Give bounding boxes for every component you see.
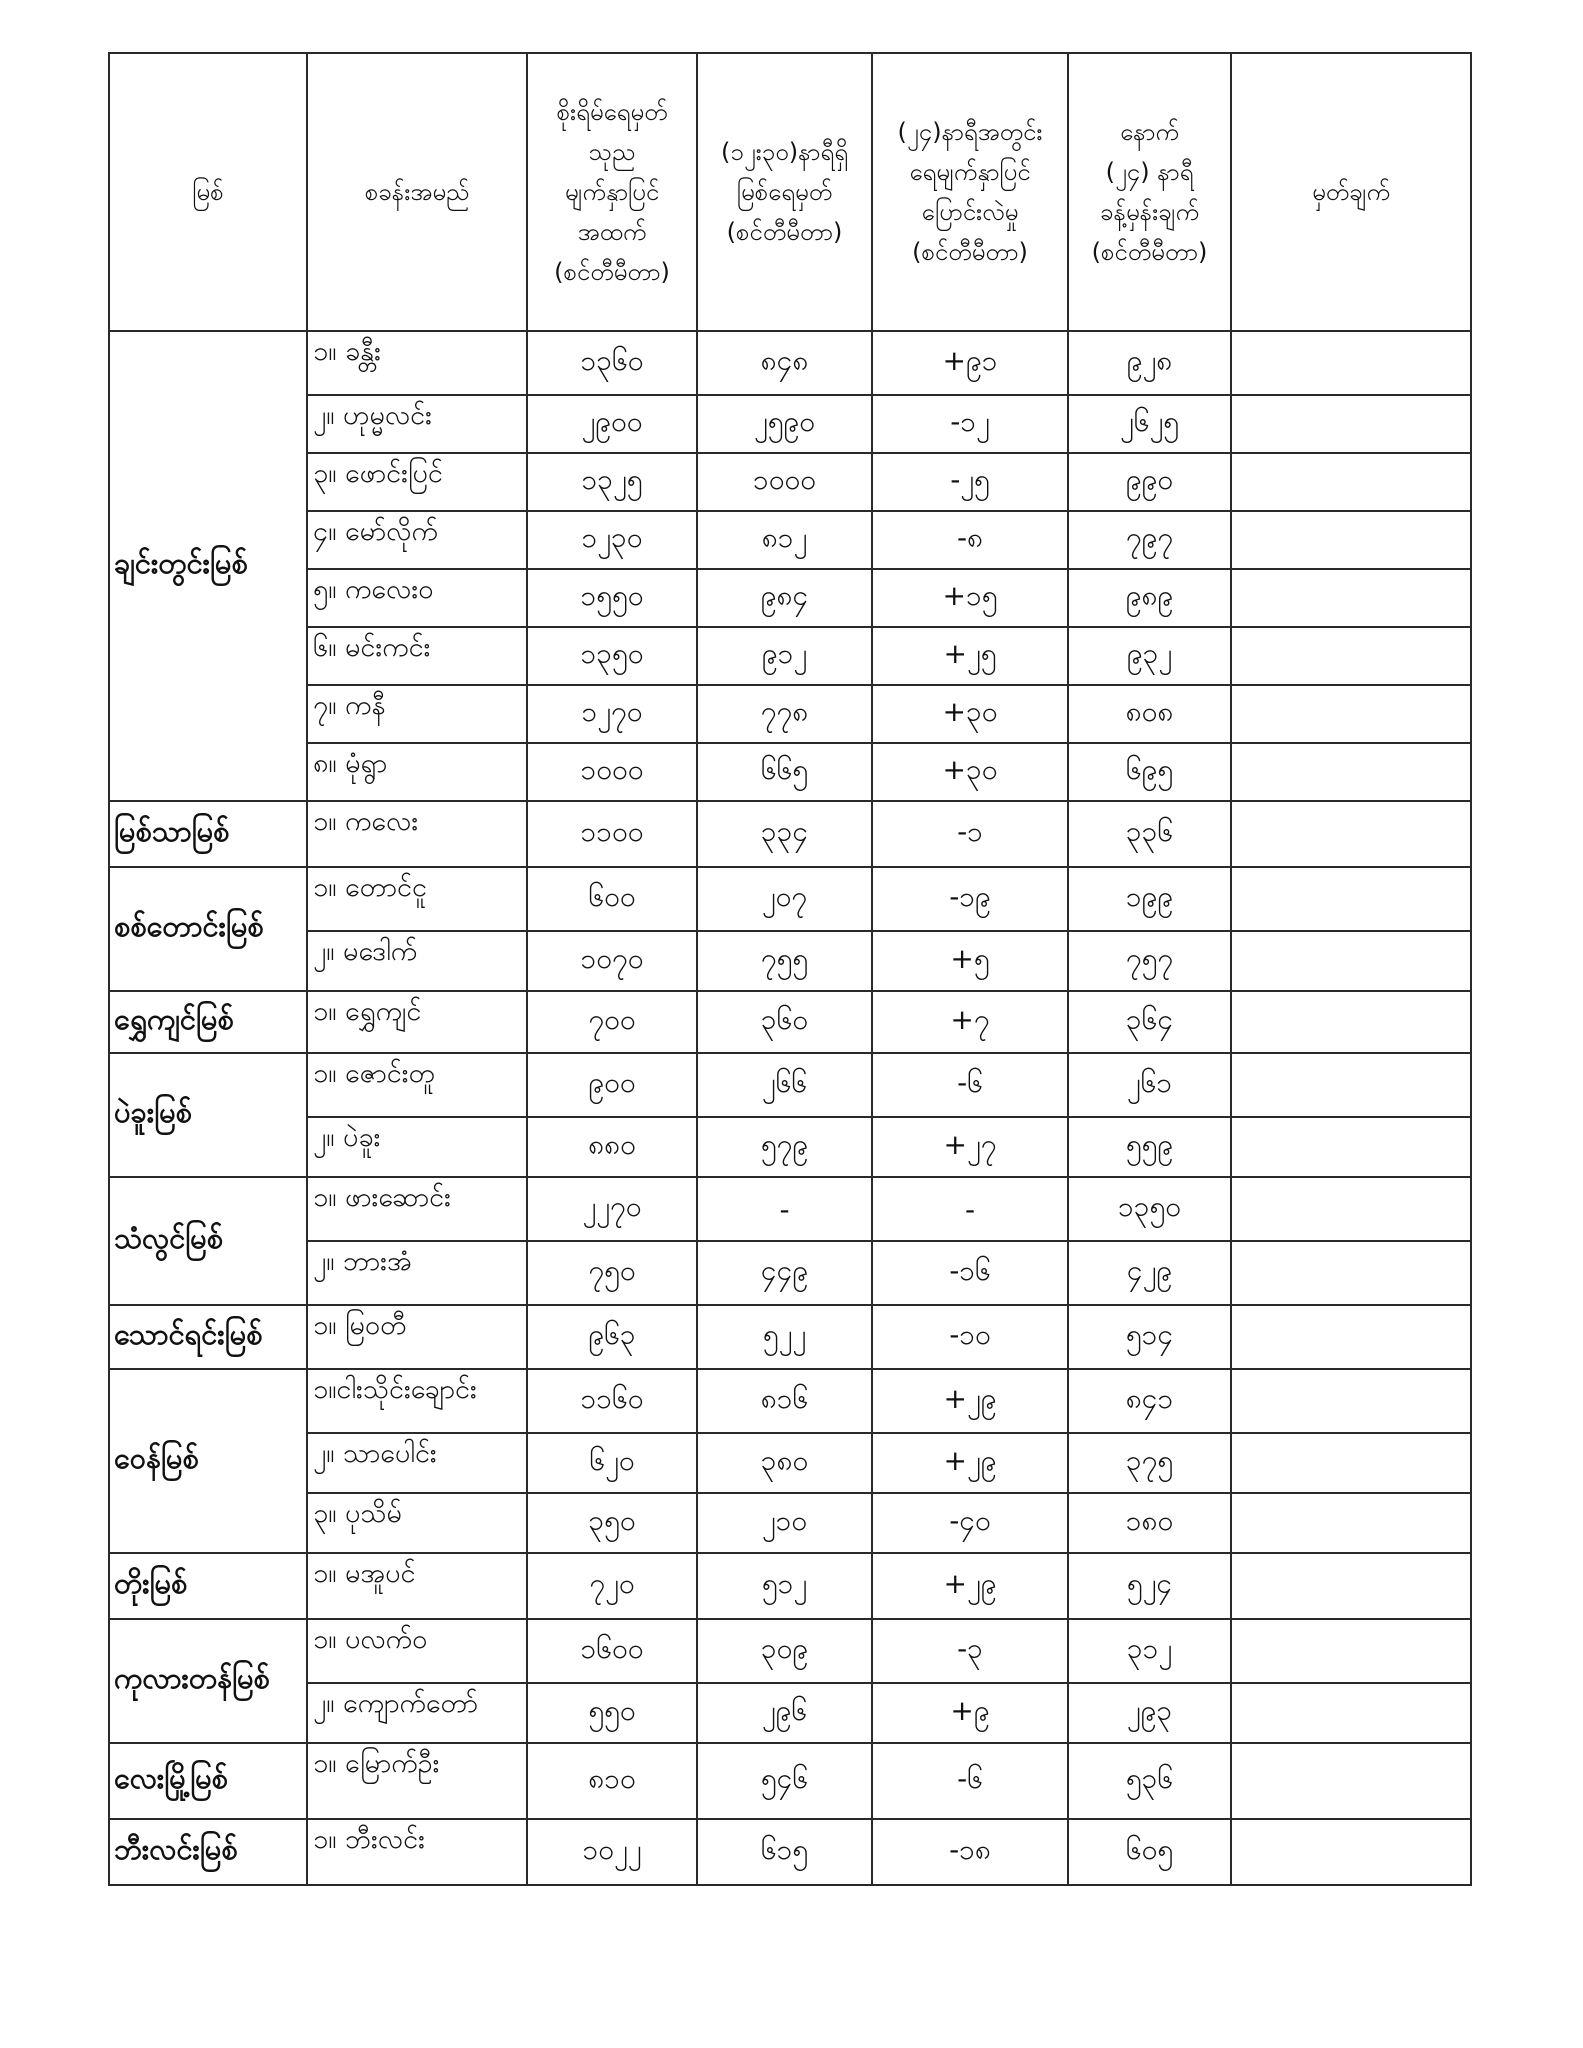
station-name-cell: ၅။ ကလေးဝ (307, 569, 527, 627)
station-name-cell: ၂။ ပဲခူး (307, 1117, 527, 1177)
table-row (109, 569, 1471, 627)
remarks-cell (1231, 1433, 1471, 1493)
river-name-cell: ပဲခူးမြစ် (109, 1053, 307, 1177)
danger-level-cell: ၁၀၇၀ (527, 931, 697, 991)
change-cell: -၁၉ (872, 867, 1068, 931)
table-row (109, 867, 1471, 931)
current-level-cell: ၉၈၄ (697, 569, 872, 627)
station-name-cell: ၇။ ကနီ (307, 685, 527, 743)
change-cell: -၁၆ (872, 1241, 1068, 1305)
table-row (109, 1177, 1471, 1241)
forecast-cell: ၃၆၄ (1068, 991, 1231, 1053)
danger-level-cell: ၁၃၂၅ (527, 453, 697, 511)
change-cell: +၂၉ (872, 1433, 1068, 1493)
danger-level-cell: ၁၀၂၂ (527, 1819, 697, 1885)
station-name-cell: ၁။ ဖားဆောင်း (307, 1177, 527, 1241)
station-name-cell: ၆။ မင်းကင်း (307, 627, 527, 685)
danger-level-cell: ၅၅၀ (527, 1683, 697, 1743)
current-level-cell: ၃၀၉ (697, 1619, 872, 1683)
remarks-cell (1231, 1241, 1471, 1305)
river-name-cell: စစ်တောင်းမြစ် (109, 867, 307, 991)
table-row (109, 627, 1471, 685)
header-24h-change: (၂၄)နာရီအတွင်း ရေမျက်နှာပြင် ပြောင်းလဲမှု (စင်တီမီတာ) (872, 53, 1068, 331)
station-name-cell: ၂။ ဘားအံ (307, 1241, 527, 1305)
danger-level-cell: ၁၅၅၀ (527, 569, 697, 627)
river-name-cell: ရွှေကျင်မြစ် (109, 991, 307, 1053)
current-level-cell: ၂၁၀ (697, 1493, 872, 1553)
station-name-cell: ၁။ ဇောင်းတူ (307, 1053, 527, 1117)
table-row (109, 1241, 1471, 1305)
forecast-cell: ၂၆၁ (1068, 1053, 1231, 1117)
danger-level-cell: ၇၅၀ (527, 1241, 697, 1305)
current-level-cell: ၂၆၆ (697, 1053, 872, 1117)
station-name-cell: ၁။ ကလေး (307, 801, 527, 867)
current-level-cell: ၃၈၀ (697, 1433, 872, 1493)
forecast-cell: ၆၉၅ (1068, 743, 1231, 801)
change-cell: - (872, 1177, 1068, 1241)
table-row (109, 1819, 1471, 1885)
danger-level-cell: ၁၃၆၀ (527, 331, 697, 395)
station-name-cell: ၁။ မအူပင် (307, 1553, 527, 1619)
forecast-cell: ၈၀၈ (1068, 685, 1231, 743)
table-row (109, 1553, 1471, 1619)
table-row (109, 1117, 1471, 1177)
remarks-cell (1231, 1305, 1471, 1369)
current-level-cell: ၇၅၅ (697, 931, 872, 991)
danger-level-cell: ၈၁၀ (527, 1743, 697, 1819)
station-name-cell: ၁။ ဘီးလင်း (307, 1819, 527, 1885)
current-level-cell: ၈၄၈ (697, 331, 872, 395)
current-level-cell: ၅၄၆ (697, 1743, 872, 1819)
current-level-cell: ၈၁၂ (697, 511, 872, 569)
change-cell: +၂၉ (872, 1553, 1068, 1619)
change-cell: +၃၀ (872, 743, 1068, 801)
table-row (109, 1305, 1471, 1369)
current-level-cell: ၈၁၆ (697, 1369, 872, 1433)
change-cell: -၄၀ (872, 1493, 1068, 1553)
forecast-cell: ၅၅၉ (1068, 1117, 1231, 1177)
remarks-cell (1231, 1117, 1471, 1177)
danger-level-cell: ၁၁၀၀ (527, 801, 697, 867)
table-row (109, 331, 1471, 395)
remarks-cell (1231, 1619, 1471, 1683)
remarks-cell (1231, 1553, 1471, 1619)
remarks-cell (1231, 1683, 1471, 1743)
header-row (109, 53, 1471, 331)
danger-level-cell: ၇၀၀ (527, 991, 697, 1053)
table-row (109, 1493, 1471, 1553)
forecast-cell: ၉၃၂ (1068, 627, 1231, 685)
river-name-cell: ဝေန်မြစ် (109, 1369, 307, 1553)
station-name-cell: ၁။ ခန္တီး (307, 331, 527, 395)
change-cell: -၆ (872, 1053, 1068, 1117)
station-name-cell: ၁။ ပလက်ဝ (307, 1619, 527, 1683)
forecast-cell: ၁၉၉ (1068, 867, 1231, 931)
change-cell: +၇ (872, 991, 1068, 1053)
header-current-level: (၁၂း၃၀)နာရီရှိ မြစ်ရေမှတ် (စင်တီမီတာ) (697, 53, 872, 331)
current-level-cell: - (697, 1177, 872, 1241)
danger-level-cell: ၇၂၀ (527, 1553, 697, 1619)
change-cell: -၁၈ (872, 1819, 1068, 1885)
current-level-cell: ၅၇၉ (697, 1117, 872, 1177)
change-cell: -၁၂ (872, 395, 1068, 453)
change-cell: -၃ (872, 1619, 1068, 1683)
current-level-cell: ၂၉၆ (697, 1683, 872, 1743)
station-name-cell: ၂။ ကျောက်တော် (307, 1683, 527, 1743)
danger-level-cell: ၆၂၀ (527, 1433, 697, 1493)
remarks-cell (1231, 453, 1471, 511)
current-level-cell: ၄၄၉ (697, 1241, 872, 1305)
river-name-cell: မြစ်သာမြစ် (109, 801, 307, 867)
remarks-cell (1231, 1743, 1471, 1819)
current-level-cell: ၆၁၅ (697, 1819, 872, 1885)
remarks-cell (1231, 801, 1471, 867)
table-row (109, 1683, 1471, 1743)
danger-level-cell: ၃၅၀ (527, 1493, 697, 1553)
table-row (109, 931, 1471, 991)
change-cell: +၉ (872, 1683, 1068, 1743)
remarks-cell (1231, 991, 1471, 1053)
header-river: မြစ် (109, 53, 307, 331)
station-name-cell: ၁။ မြဝတီ (307, 1305, 527, 1369)
remarks-cell (1231, 627, 1471, 685)
danger-level-cell: ၂၂၇၀ (527, 1177, 697, 1241)
table-row (109, 1053, 1471, 1117)
change-cell: -၆ (872, 1743, 1068, 1819)
current-level-cell: ၃၆၀ (697, 991, 872, 1053)
river-name-cell: ကုလားတန်မြစ် (109, 1619, 307, 1743)
forecast-cell: ၉၂၈ (1068, 331, 1231, 395)
danger-level-cell: ၁၃၅၀ (527, 627, 697, 685)
river-name-cell: ဘီးလင်းမြစ် (109, 1819, 307, 1885)
current-level-cell: ၉၁၂ (697, 627, 872, 685)
station-name-cell: ၂။ ဟုမ္မလင်း (307, 395, 527, 453)
remarks-cell (1231, 1493, 1471, 1553)
table-row (109, 991, 1471, 1053)
station-name-cell: ၄။ မော်လိုက် (307, 511, 527, 569)
table-row (109, 685, 1471, 743)
change-cell: +၁၅ (872, 569, 1068, 627)
table-row (109, 395, 1471, 453)
forecast-cell: ၁၃၅၀ (1068, 1177, 1231, 1241)
station-name-cell: ၁။ ရွှေကျင် (307, 991, 527, 1053)
forecast-cell: ၅၃၆ (1068, 1743, 1231, 1819)
change-cell: +၂၉ (872, 1369, 1068, 1433)
forecast-cell: ၇၅၇ (1068, 931, 1231, 991)
header-remarks: မှတ်ချက် (1231, 53, 1471, 331)
remarks-cell (1231, 1053, 1471, 1117)
station-name-cell: ၁။ တောင်ငူ (307, 867, 527, 931)
remarks-cell (1231, 511, 1471, 569)
remarks-cell (1231, 1819, 1471, 1885)
change-cell: +၂၅ (872, 627, 1068, 685)
station-name-cell: ၂။ မဒေါက် (307, 931, 527, 991)
remarks-cell (1231, 867, 1471, 931)
station-name-cell: ၁။ မြောက်ဦး (307, 1743, 527, 1819)
header-forecast: နောက် (၂၄) နာရီ ခန့်မှန်းချက် (စင်တီမီတာ) (1068, 53, 1231, 331)
forecast-cell: ၃၁၂ (1068, 1619, 1231, 1683)
station-name-cell: ၈။ မုံရွာ (307, 743, 527, 801)
remarks-cell (1231, 395, 1471, 453)
header-danger-level: စိုးရိမ်ရေမှတ် သုည မျက်နှာပြင် အထက် (စင်တီမီတာ) (527, 53, 697, 331)
forecast-cell: ၉၉၀ (1068, 453, 1231, 511)
table-row (109, 1743, 1471, 1819)
current-level-cell: ၇၇၈ (697, 685, 872, 743)
change-cell: +၉၁ (872, 331, 1068, 395)
forecast-cell: ၅၂၄ (1068, 1553, 1231, 1619)
danger-level-cell: ၁၂၇၀ (527, 685, 697, 743)
forecast-cell: ၉၈၉ (1068, 569, 1231, 627)
danger-level-cell: ၁၁၆၀ (527, 1369, 697, 1433)
header-station: စခန်းအမည် (307, 53, 527, 331)
remarks-cell (1231, 331, 1471, 395)
current-level-cell: ၅၂၂ (697, 1305, 872, 1369)
danger-level-cell: ၁၀၀၀ (527, 743, 697, 801)
change-cell: -၁၀ (872, 1305, 1068, 1369)
change-cell: -၂၅ (872, 453, 1068, 511)
station-name-cell: ၃။ ဖောင်းပြင် (307, 453, 527, 511)
forecast-cell: ၄၂၉ (1068, 1241, 1231, 1305)
remarks-cell (1231, 1369, 1471, 1433)
river-name-cell: သံလွင်မြစ် (109, 1177, 307, 1305)
table-row (109, 743, 1471, 801)
forecast-cell: ၃၇၅ (1068, 1433, 1231, 1493)
remarks-cell (1231, 569, 1471, 627)
table-row (109, 1369, 1471, 1433)
danger-level-cell: ၂၉၀၀ (527, 395, 697, 453)
current-level-cell: ၅၁၂ (697, 1553, 872, 1619)
station-name-cell: ၂။ သာပေါင်း (307, 1433, 527, 1493)
change-cell: +၃၀ (872, 685, 1068, 743)
danger-level-cell: ၆၀၀ (527, 867, 697, 931)
station-name-cell: ၃။ ပုသိမ် (307, 1493, 527, 1553)
danger-level-cell: ၉၀၀ (527, 1053, 697, 1117)
river-water-level-table (108, 52, 1472, 1886)
table-row (109, 453, 1471, 511)
current-level-cell: ၁၀၀၀ (697, 453, 872, 511)
danger-level-cell: ၈၈၀ (527, 1117, 697, 1177)
change-cell: +၂၇ (872, 1117, 1068, 1177)
forecast-cell: ၂၉၃ (1068, 1683, 1231, 1743)
forecast-cell: ၆၀၅ (1068, 1819, 1231, 1885)
forecast-cell: ၁၈၀ (1068, 1493, 1231, 1553)
change-cell: +၅ (872, 931, 1068, 991)
table-row (109, 1433, 1471, 1493)
current-level-cell: ၃၃၄ (697, 801, 872, 867)
river-name-cell: သောင်ရင်းမြစ် (109, 1305, 307, 1369)
station-name-cell: ၁။ငါးသိုင်းချောင်း (307, 1369, 527, 1433)
current-level-cell: ၆၆၅ (697, 743, 872, 801)
forecast-cell: ၃၃၆ (1068, 801, 1231, 867)
forecast-cell: ၇၉၇ (1068, 511, 1231, 569)
table-row (109, 801, 1471, 867)
remarks-cell (1231, 743, 1471, 801)
danger-level-cell: ၁၂၃၀ (527, 511, 697, 569)
river-name-cell: ချင်းတွင်းမြစ် (109, 331, 307, 801)
change-cell: -၈ (872, 511, 1068, 569)
forecast-cell: ၂၆၂၅ (1068, 395, 1231, 453)
forecast-cell: ၈၄၁ (1068, 1369, 1231, 1433)
change-cell: -၁ (872, 801, 1068, 867)
danger-level-cell: ၁၆၀၀ (527, 1619, 697, 1683)
remarks-cell (1231, 1177, 1471, 1241)
remarks-cell (1231, 685, 1471, 743)
river-name-cell: တိုးမြစ် (109, 1553, 307, 1619)
remarks-cell (1231, 931, 1471, 991)
danger-level-cell: ၉၆၃ (527, 1305, 697, 1369)
table-row (109, 511, 1471, 569)
current-level-cell: ၂၀၇ (697, 867, 872, 931)
current-level-cell: ၂၅၉၀ (697, 395, 872, 453)
table-row (109, 1619, 1471, 1683)
river-name-cell: လေးမြို့မြစ် (109, 1743, 307, 1819)
forecast-cell: ၅၁၄ (1068, 1305, 1231, 1369)
